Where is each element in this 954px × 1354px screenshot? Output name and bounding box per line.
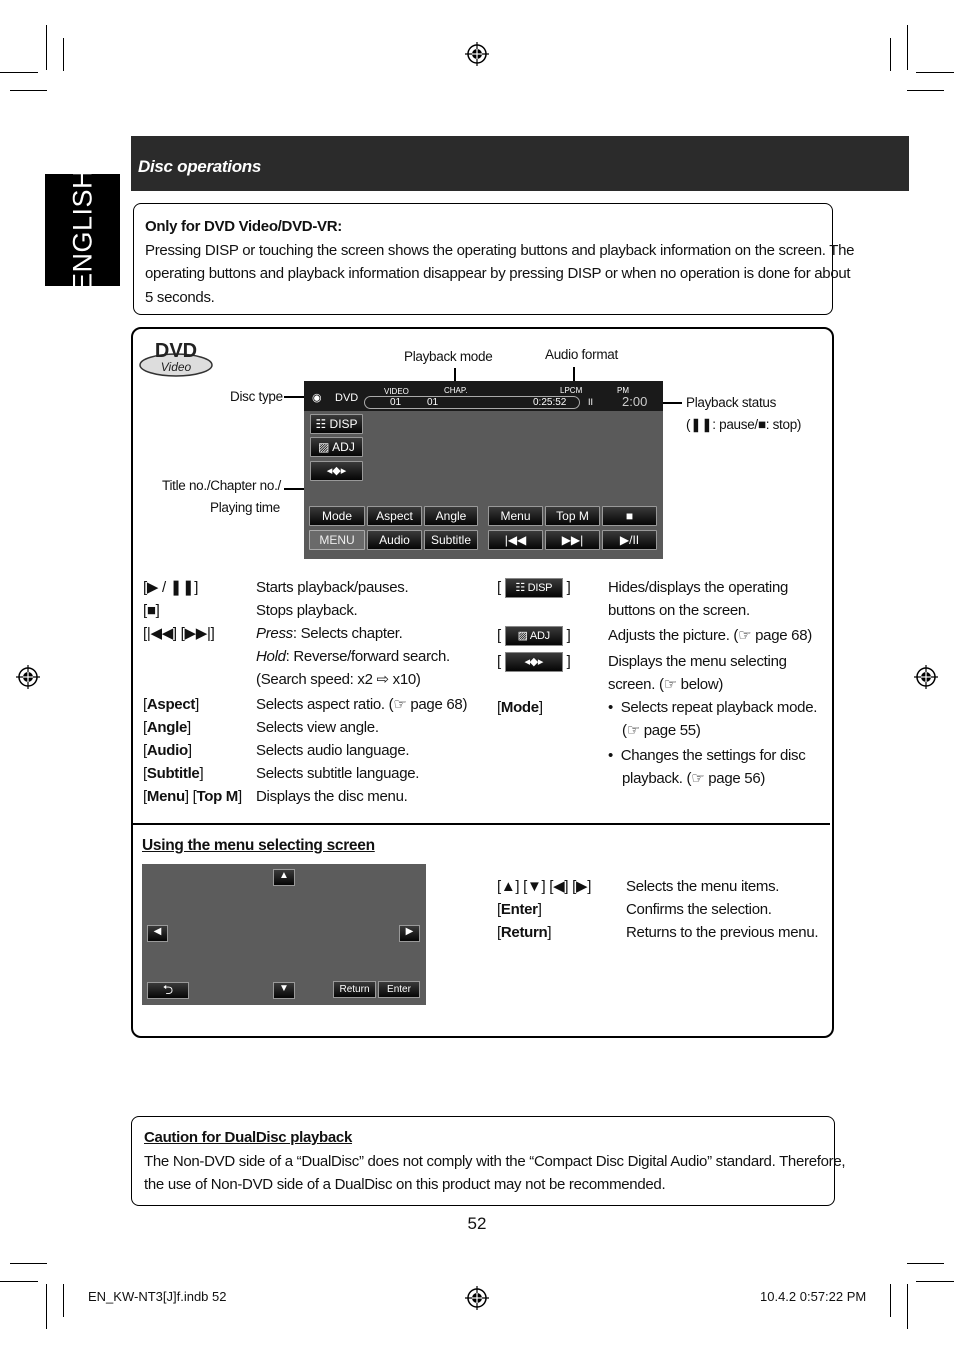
angle-button[interactable]: Angle	[424, 506, 478, 526]
audio-button[interactable]: Audio	[367, 530, 422, 550]
info-heading: Only for DVD Video/DVD-VR:	[145, 218, 342, 235]
registration-mark-icon	[16, 665, 40, 689]
desc-skip-press: Press: Selects chapter.	[256, 625, 403, 642]
callout-disc-type: Disc type	[230, 389, 283, 404]
up-arrow-button[interactable]: ▲	[273, 869, 295, 886]
info-box	[133, 203, 855, 315]
callout-title-chapter: Title no./Chapter no./	[162, 478, 281, 493]
info-line: 5 seconds.	[145, 288, 215, 306]
logo-text-top: DVD	[154, 340, 198, 362]
section-title: Disc operations	[138, 157, 262, 176]
desc-subtitle: Selects subtitle language.	[256, 765, 420, 782]
picture-icon: ▨	[318, 440, 333, 454]
menu-toggle-button[interactable]: MENU	[309, 530, 365, 550]
disp-button[interactable]: ☷ DISP	[310, 414, 363, 434]
aspect-button[interactable]: Aspect	[367, 506, 422, 526]
language-label: ENGLISH	[67, 168, 97, 292]
key-adj: [ ▨ ADJ ]	[497, 624, 571, 647]
info-line: Pressing DISP or touching the screen shows the operating buttons and playback information on the screen. The	[145, 241, 855, 259]
key-play-pause: [▶ / ❚❚]	[143, 579, 199, 596]
desc-stop: Stops playback.	[256, 602, 358, 619]
callout-audio-format: Audio format	[545, 347, 618, 362]
desc-arrows-menu: Selects the menu items.	[626, 878, 780, 895]
stop-button[interactable]: ■	[602, 506, 657, 526]
desc-return: Returns to the previous menu.	[626, 924, 819, 941]
info-line: operating buttons and playback information disappear by pressing DISP or when no operation is done for about	[145, 265, 851, 282]
playback-screen	[304, 381, 663, 559]
language-tab	[45, 168, 120, 292]
key-stop: [■]	[143, 602, 160, 619]
list-icon: ☷	[315, 417, 330, 431]
top-menu-button[interactable]: Top M	[545, 506, 600, 526]
list-icon: ☷	[515, 582, 528, 595]
desc-angle: Selects view angle.	[256, 719, 379, 736]
key-audio: [Audio]	[143, 742, 192, 759]
key-mode: [Mode]	[497, 699, 543, 716]
key-disp: [ ☷ DISP ]	[497, 576, 571, 599]
mode-button[interactable]: Mode	[309, 506, 365, 526]
caution-box	[131, 1116, 846, 1206]
caution-heading: Caution for DualDisc playback	[144, 1129, 353, 1146]
key-aspect: [Aspect]	[143, 696, 199, 713]
logo-text-bottom: Video	[160, 360, 192, 374]
page-number: 52	[467, 1214, 487, 1233]
previous-button[interactable]: |◀◀	[488, 530, 543, 550]
desc-play-pause: Starts playback/pauses.	[256, 579, 409, 596]
caution-line: The Non-DVD side of a “DualDisc” does not comply with the “Compact Disc Digital Audio” standard. Therefore,	[144, 1152, 846, 1170]
desc-menu: Displays the disc menu.	[256, 788, 408, 805]
menu-selecting-screen	[142, 864, 426, 1005]
right-arrow-button[interactable]: ▶	[399, 925, 420, 942]
enter-button[interactable]: Enter	[378, 981, 420, 998]
key-angle: [Angle]	[143, 719, 191, 736]
callout-playback-status: Playback status	[686, 395, 777, 410]
desc-adj: Adjusts the picture. (☞ page 68)	[608, 627, 812, 644]
desc-disp-2: buttons on the screen.	[608, 602, 750, 619]
mode-bullet-1-ref: (☞ page 55)	[622, 722, 701, 739]
section-header	[131, 136, 909, 191]
divider	[133, 823, 830, 825]
adj-button[interactable]: ▨ ADJ	[310, 437, 363, 457]
return-button[interactable]: Return	[333, 981, 376, 998]
key-arrows-menu: [▲] [▼] [◀] [▶]	[497, 878, 592, 895]
key-skip: [|◀◀] [▶▶|]	[143, 625, 215, 642]
back-arrow-button[interactable]: ⮌	[147, 982, 189, 999]
desc-audio: Selects audio language.	[256, 742, 410, 759]
key-enter: [Enter]	[497, 901, 542, 918]
pm-label: PM	[617, 386, 629, 395]
desc-enter: Confirms the selection.	[626, 901, 772, 918]
key-return: [Return]	[497, 924, 552, 941]
desc-skip-hold: Hold: Reverse/forward search.	[256, 648, 450, 665]
callout-playback-mode: Playback mode	[404, 349, 493, 364]
down-arrow-button[interactable]: ▼	[273, 982, 295, 999]
registration-mark-icon	[914, 665, 938, 689]
audio-format-text: LPCM	[560, 386, 583, 395]
registration-mark-icon	[465, 1286, 489, 1310]
playing-time: 0:25:52	[533, 397, 567, 408]
key-arrows: [ ◂◆▸ ]	[497, 650, 571, 673]
mode-bullet-2: • Changes the settings for disc	[608, 747, 806, 764]
callout-playback-status-detail: (❚❚: pause/■: stop)	[686, 417, 802, 432]
chapter-number: 01	[427, 397, 439, 408]
desc-arrows-1: Displays the menu selecting	[608, 653, 787, 670]
subtitle-button[interactable]: Subtitle	[424, 530, 478, 550]
desc-search-speed: (Search speed: x2 ⇨ x10)	[256, 671, 421, 688]
key-subtitle: [Subtitle]	[143, 765, 204, 782]
desc-arrows-2: screen. (☞ below)	[608, 676, 724, 693]
pause-icon: II	[588, 397, 594, 407]
desc-disp-1: Hides/displays the operating	[608, 579, 789, 596]
left-arrow-button[interactable]: ◀	[147, 925, 168, 942]
caution-line: the use of Non-DVD side of a DualDisc on this product may not be recommended.	[144, 1176, 666, 1193]
footer-file: EN_KW-NT3[J]f.indb 52	[88, 1289, 227, 1304]
title-number: 01	[390, 397, 402, 408]
mode-bullet-2-ref: playback. (☞ page 56)	[622, 770, 766, 787]
desc-aspect: Selects aspect ratio. (☞ page 68)	[256, 696, 468, 713]
disc-type-text: DVD	[335, 392, 359, 404]
menu-arrows-button[interactable]: ◂◆▸	[310, 461, 363, 481]
menu-section-heading: Using the menu selecting screen	[142, 837, 375, 854]
video-label: VIDEO	[384, 387, 409, 396]
registration-mark-icon	[465, 42, 489, 66]
menu-button[interactable]: Menu	[488, 506, 543, 526]
play-pause-button[interactable]: ▶/II	[602, 530, 657, 550]
next-button[interactable]: ▶▶|	[545, 530, 600, 550]
key-menu: [Menu] [Top M]	[143, 788, 242, 805]
arrows-icon: ◂◆▸	[505, 652, 563, 672]
chap-mode: CHAP.	[444, 386, 468, 395]
dvd-video-logo	[138, 336, 214, 378]
clock: 2:00	[622, 394, 648, 409]
callout-playing-time: Playing time	[210, 500, 280, 515]
footer-timestamp: 10.4.2 0:57:22 PM	[760, 1289, 867, 1304]
disc-icon: ◉	[312, 392, 322, 404]
picture-icon: ▨	[517, 630, 530, 643]
mode-bullet-1: • Selects repeat playback mode.	[608, 699, 818, 716]
